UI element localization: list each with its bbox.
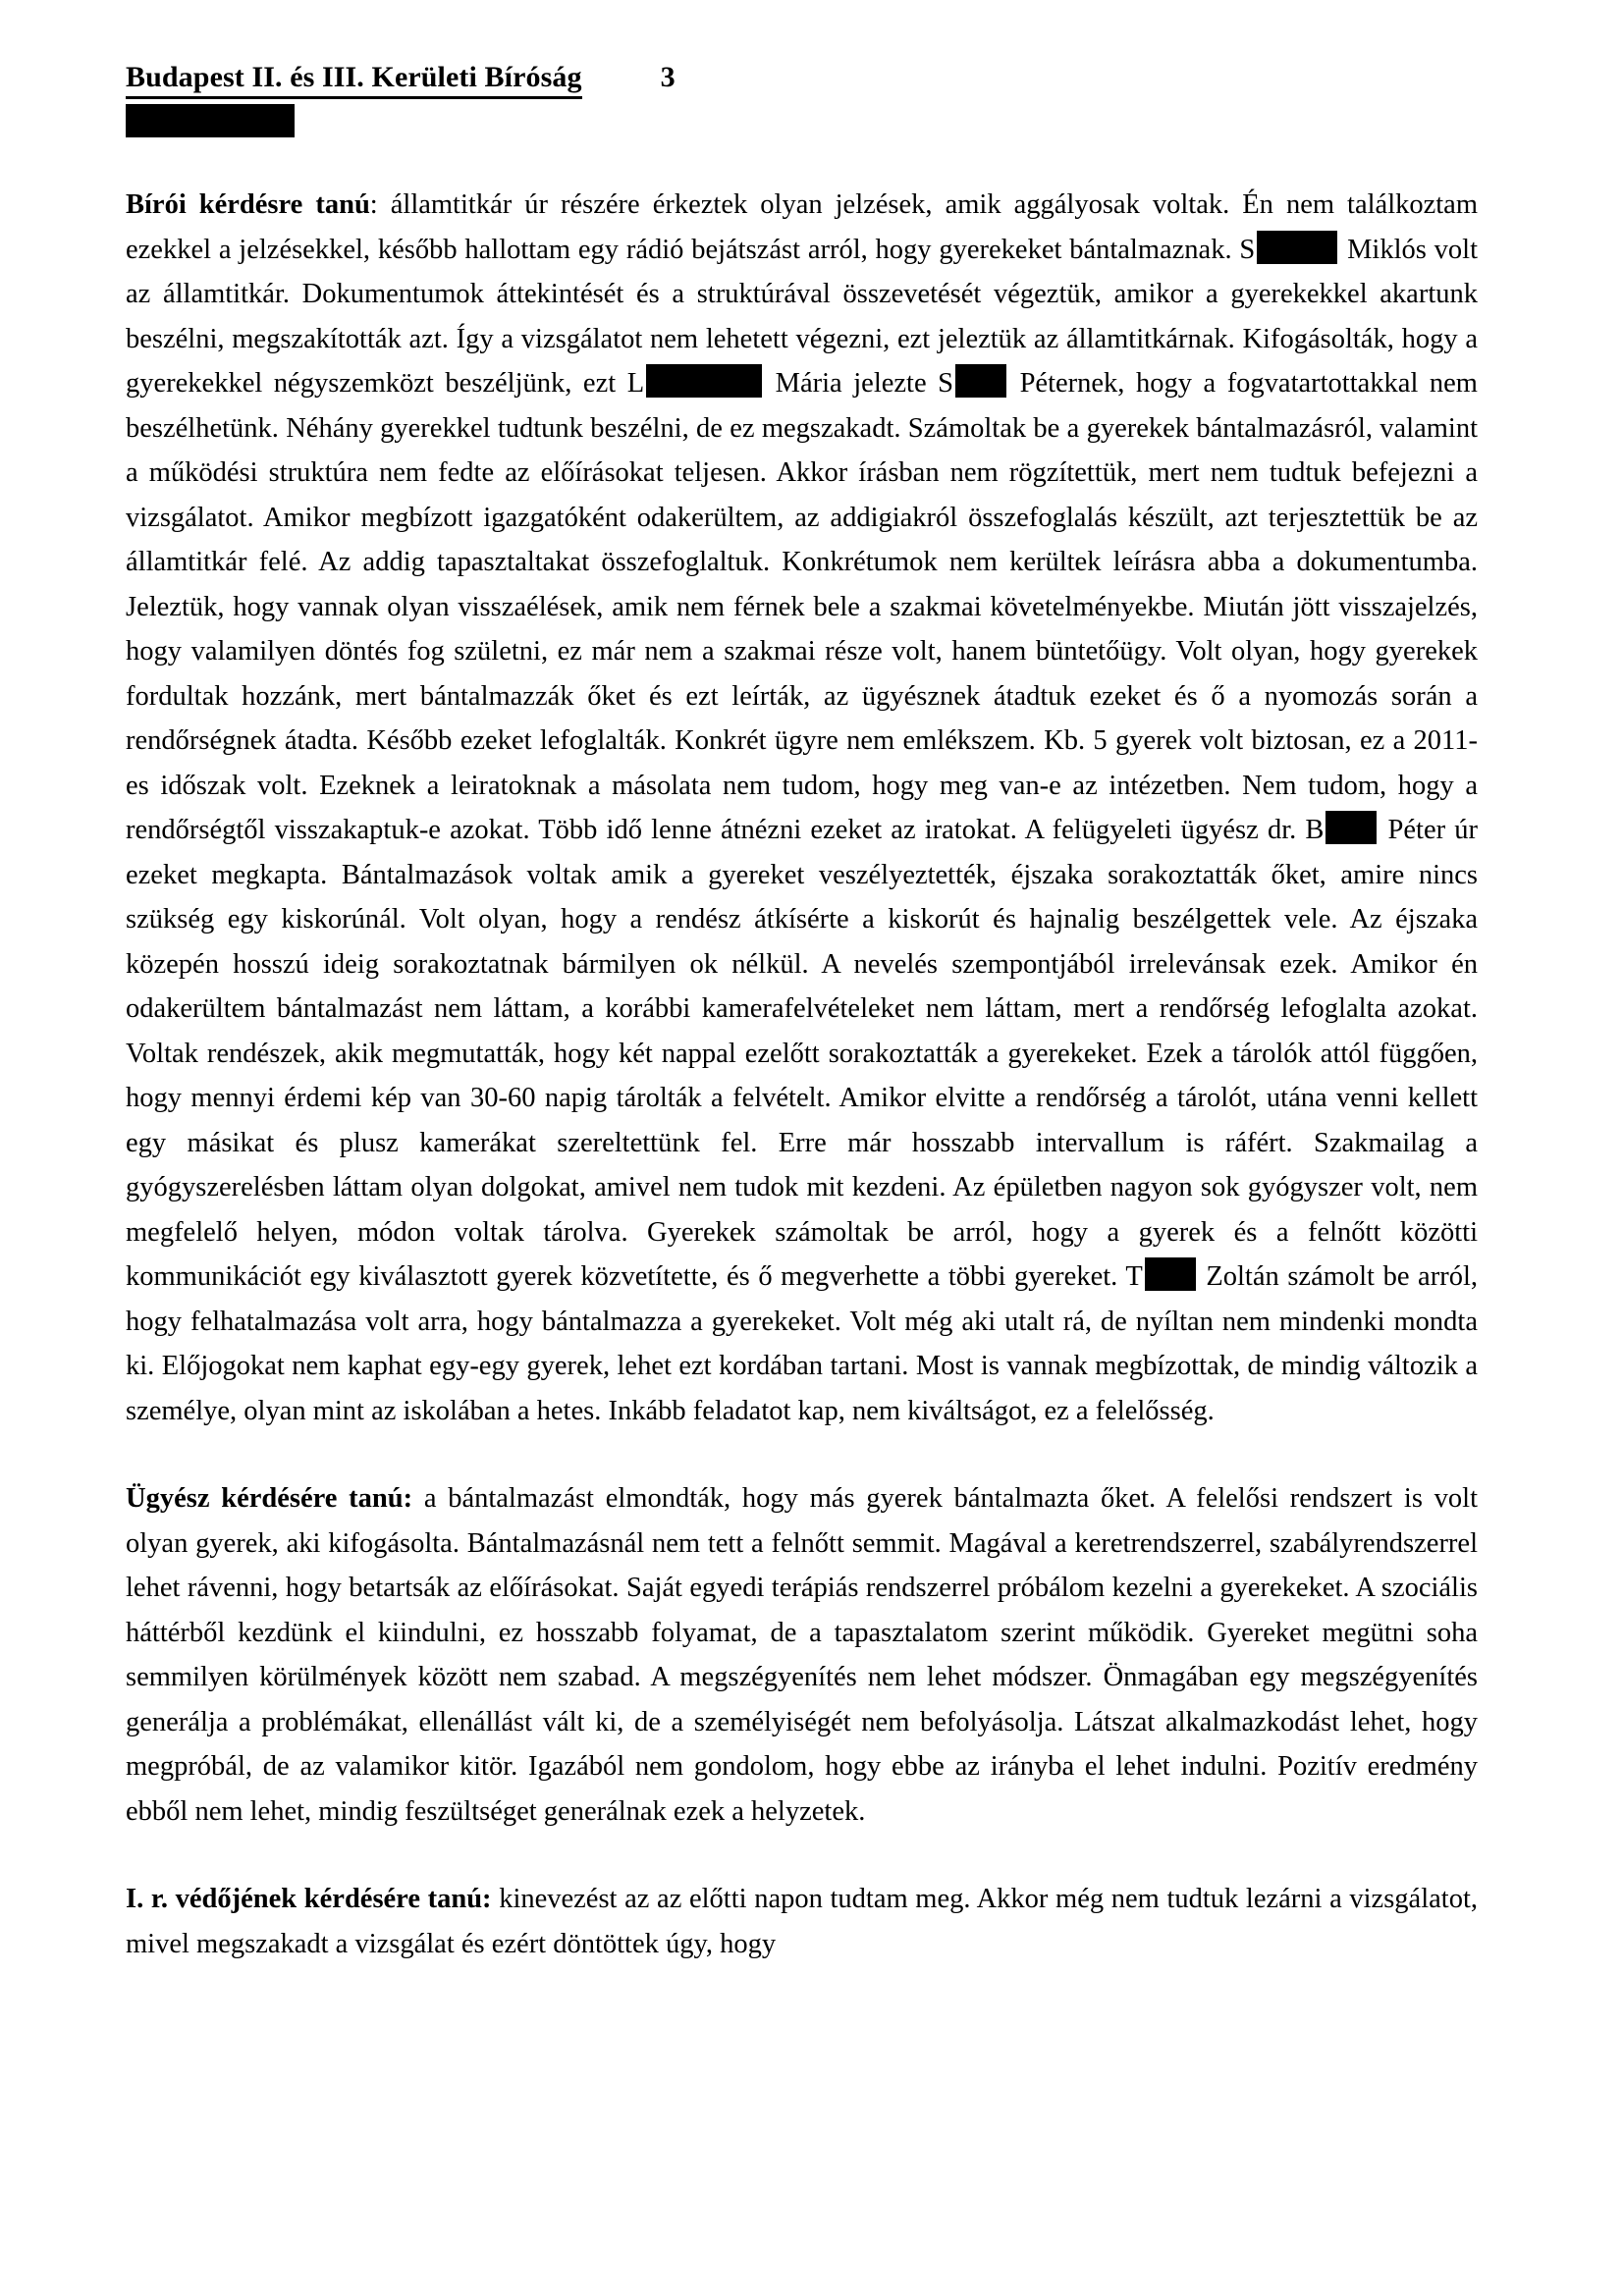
redaction-bar-name-1	[1257, 231, 1337, 264]
redaction-bar-name-2	[646, 364, 762, 398]
paragraph-lead-separator-judge: :	[369, 189, 378, 220]
page-header	[126, 61, 1478, 155]
header-redaction-bar	[126, 104, 295, 137]
paragraph-segment: Mária jelezte S	[764, 368, 954, 399]
paragraph-segment: a bántalmazást elmondták, hogy más gyerek bántalmazta őket. A felelősi rendszert is volt olyan gyerek, aki kifogásolta. Bántalmazásnál nem tett a felnőtt semmit. Magával a keretrendszerrel, szabályrendszerrel lehet rávenni, hogy betartsák az előírásokat. Saját egyedi terápiás rendszerrel próbálom kezelni a gyerekeket. A szociális háttérből kezdünk el kiindulni, ez hosszabb folyamat, de a tapasztalatom szerint működik. Gyereket megütni soha semmilyen körülmények között nem szabad. A megszégyenítés nem lehet módszer. Önmagában egy megszégyenítés generálja a problémákat, ellenállást vált ki, de a személyiségét nem befolyásolja. Látszat alkalmazkodást lehet, hogy megpróbál, de az valamikor kitör. Igazából nem gondolom, hogy ebbe az irányba el lehet indulni. Pozitív eredmény ebből nem lehet, mindig feszültséget generálnak ezek a helyzetek.	[126, 1483, 1478, 1827]
court-name: Budapest II. és III. Kerületi Bíróság	[126, 61, 582, 99]
redaction-bar-name-5	[1145, 1257, 1196, 1291]
redaction-bar-name-3	[955, 364, 1006, 398]
redaction-bar-name-4	[1325, 811, 1377, 844]
paragraph-segment: államtitkár úr részére érkeztek olyan jelzések, amik aggályosak voltak. Én nem találkoztam ezekkel a jelzésekkel, később hallottam egy rádió bejátszást arról, hogy gyerekeket bántalmaznak. S	[126, 189, 1478, 265]
paragraph-prosecutor-question	[126, 1476, 1478, 1834]
paragraph-segment: Péter úr ezeket megkapta. Bántalmazások voltak amik a gyereket veszélyeztették, éjszaka sorakoztatták őket, amire nincs szükség egy kiskorúnál. Volt olyan, hogy a rendész átkísérte a kiskorút és hajnalig beszélgettek vele. Az éjszaka közepén hosszú ideig sorakoztatnak bármilyen ok nélkül. A nevelés szempontjából irrelevánsak ezek. Amikor én odakerültem bántalmazást nem láttam, a korábbi kamerafelvételeket nem láttam, mert a rendőrség lefoglalta azokat. Voltak rendészek, akik megmutatták, hogy két nappal ezelőtt sorakoztatták a gyerekeket. Ezek a tárolók attól függően, hogy mennyi érdemi kép van 30-60 napig tárolták a felvételt. Amikor elvitte a rendőrség a tárolót, utána venni kellett egy másikat és plusz kamerákat szereltettünk fel. Erre már hosszabb intervallum is ráfért. Szakmailag a gyógyszerelésben láttam olyan dolgokat, amivel nem tudok mit kezdeni. Az épületben nagyon sok gyógyszer volt, nem megfelelő helyen, módon voltak tárolva. Gyerekek számoltak be arról, hogy a gyerek és a felnőtt közötti kommunikációt egy kiválasztott gyerek közvetítette, és ő megverhette a többi gyereket. T	[126, 815, 1478, 1292]
paragraph-judge-question	[126, 183, 1478, 1433]
header-row	[126, 61, 1478, 99]
paragraph-lead-judge: Bírói kérdésre tanú	[126, 189, 370, 220]
paragraph-lead-defense: I. r. védőjének kérdésére tanú:	[126, 1884, 492, 1914]
document-body	[126, 183, 1478, 1966]
page-number: 3	[660, 61, 676, 93]
paragraph-lead-prosecutor: Ügyész kérdésére tanú:	[126, 1483, 413, 1514]
paragraph-segment: Zoltán számolt be arról, hogy felhatalmazása volt arra, hogy bántalmazza a gyerekeket. Volt még aki utalt rá, de nyíltan nem mindenki mondta ki. Előjogokat nem kaphat egy-egy gyerek, lehet ezt kordában tartani. Most is vannak megbízottak, de mindig változik a személye, olyan mint az iskolában a hetes. Inkább feladatot kap, nem kiváltságot, ez a felelősség.	[126, 1261, 1478, 1426]
paragraph-segment: Miklós volt az államtitkár. Dokumentumok áttekintését és a struktúrával összevetését végeztük, amikor a gyerekekkel akartunk beszélni, megszakították azt. Így a vizsgálatot nem lehetett végezni, ezt jeleztük az államtitkárnak. Kifogásolták, hogy a gyerekekkel négyszemközt beszéljünk, ezt L	[126, 234, 1479, 399]
paragraph-segment: kinevezést az az előtti napon tudtam meg. Akkor még nem tudtuk lezárni a vizsgálatot, mivel megszakadt a vizsgálat és ezért döntöttek úgy, hogy	[126, 1884, 1478, 1959]
paragraph-defense-question	[126, 1877, 1478, 1966]
paragraph-segment: Péternek, hogy a fogvatartottakkal nem beszélhetünk. Néhány gyerekkel tudtunk beszélni, de ez megszakadt. Számoltak be a gyerekek bántalmazásról, valamint a működési struktúra nem fedte az előírásokat teljesen. Akkor írásban nem rögzítettük, mert nem tudtuk befejezni a vizsgálatot. Amikor megbízott igazgatóként odakerültem, az addigiakról összefoglalás készült, azt terjesztettük be az államtitkár felé. Az addig tapasztaltakat összefoglaltuk. Konkrétumok nem kerültek leírásra abba a dokumentumba. Jeleztük, hogy vannak olyan visszaélések, amik nem férnek bele a szakmai követelményekbe. Miután jött visszajelzés, hogy valamilyen döntés fog születni, ez már nem a szakmai része volt, hanem büntetőügy. Volt olyan, hogy gyerekek fordultak hozzánk, mert bántalmazzák őket és ezt leírták, az ügyésznek átadtuk ezeket és ő a nyomozás során a rendőrségnek átadta. Később ezeket lefoglalták. Konkrét ügyre nem emlékszem. Kb. 5 gyerek volt biztosan, ez a 2011-es időszak volt. Ezeknek a leiratoknak a másolata nem tudom, hogy meg van-e az intézetben. Nem tudom, hogy a rendőrségtől visszakaptuk-e azokat. Több idő lenne átnézni ezeket az iratokat. A felügyeleti ügyész dr. B	[126, 368, 1478, 845]
